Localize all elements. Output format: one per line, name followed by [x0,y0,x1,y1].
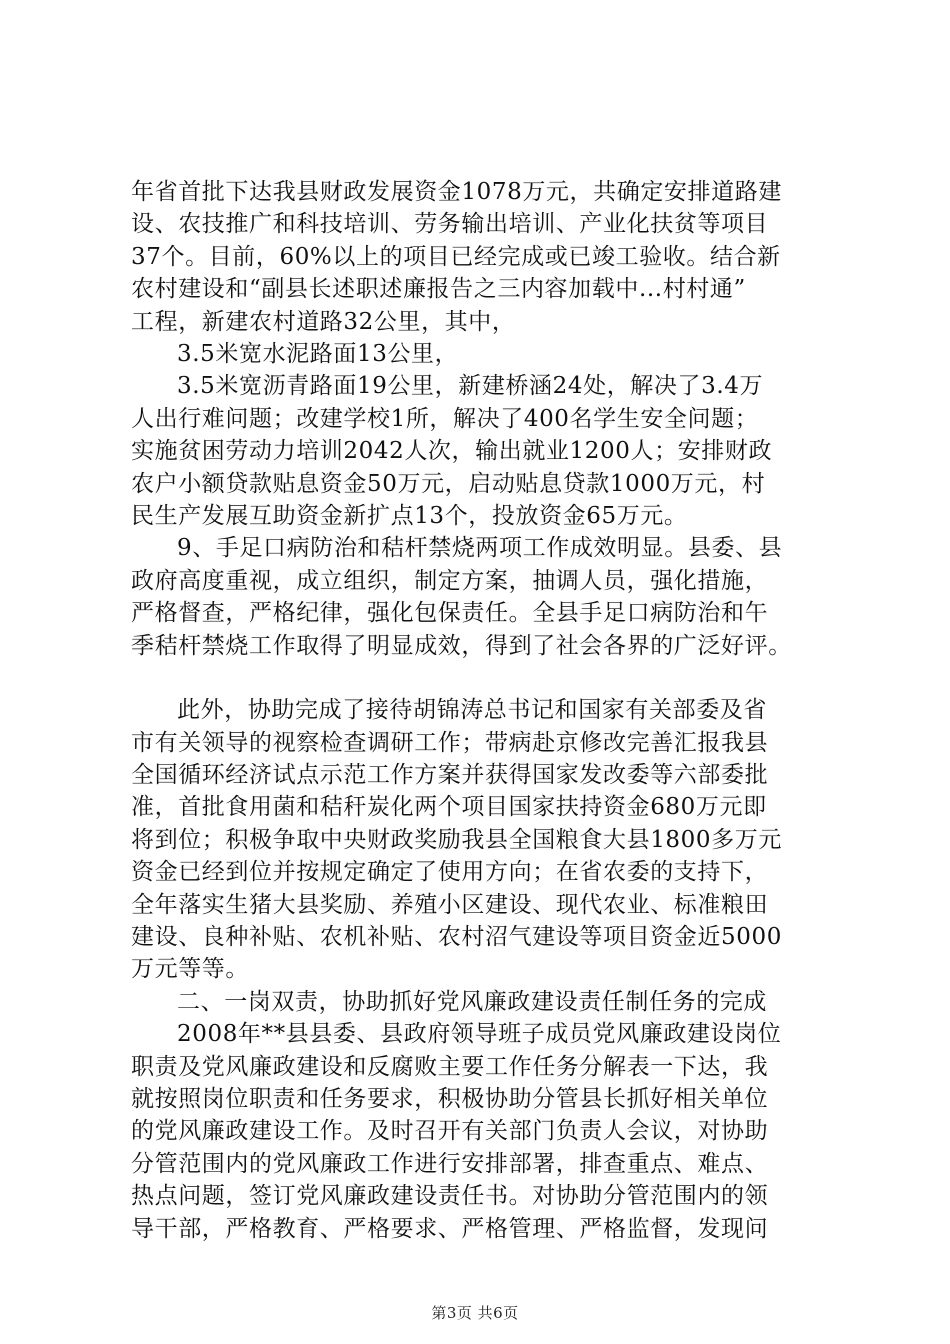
text-line: 的党风廉政建设工作。及时召开有关部门负责人会议，对协助 [131,1118,769,1145]
text-line: 职责及党风廉政建设和反腐败主要工作任务分解表一下达，我 [131,1053,769,1080]
text-line: 建设、良种补贴、农机补贴、农村沼气建设等项目资金近5000 [131,923,782,950]
text-line: 9、手足口病防治和秸杆禁烧两项工作成效明显。县委、县 [177,535,783,562]
text-line: 人出行难问题；改建学校1所，解决了400名学生安全问题； [131,405,759,432]
section-heading [131,986,843,1018]
paragraph-disease-prevention [131,532,843,662]
text-line: 导干部，严格教育、严格要求、严格管理、严格监督，发现问 [131,1215,769,1242]
text-line: 全年落实生猪大县奖励、养殖小区建设、现代农业、标准粮田 [131,891,769,918]
paragraph-asphalt-road [131,370,843,532]
text-line: 3.5米宽沥青路面19公里，新建桥涵24处，解决了3.4万 [177,373,764,400]
text-line: 热点问题，签订党风廉政建设责任书。对协助分管范围内的领 [131,1183,769,1210]
heading-line: 二、一岗双责，协助抓好党风廉政建设责任制任务的完成 [177,988,767,1015]
text-line: 农户小额贷款贴息资金50万元，启动贴息贷款1000万元，村 [131,470,766,497]
text-line: 工程，新建农村道路32公里，其中， [131,308,516,335]
text-line: 民生产发展互助资金新扩点13个，投放资金65万元。 [131,503,688,530]
paragraph-project-funds [131,176,843,338]
text-line: 此外，协助完成了接待胡锦涛总书记和国家有关部委及省 [177,697,767,724]
paragraph-party-conduct [131,1018,843,1245]
text-line: 37个。目前，60%以上的项目已经完成或已竣工验收。结合新 [131,243,781,270]
paragraph-cement-road [131,338,843,370]
text-line: 政府高度重视，成立组织，制定方案，抽调人员，强化措施， [131,567,769,594]
text-line: 严格督查，严格纪律，强化包保责任。全县手足口病防治和午 [131,600,769,627]
text-line: 分管范围内的党风廉政工作进行安排部署，排查重点、难点、 [131,1150,769,1177]
page-number: 第3页 共6页 [431,1304,519,1322]
paragraph-additional-work [131,694,843,986]
paragraph-gap [131,662,843,694]
text-line: 2008年**县县委、县政府领导班子成员党风廉政建设岗位 [177,1021,782,1048]
document-body [131,176,843,1245]
text-line: 农村建设和“副县长述职述廉报告之三内容加载中...村村通” [131,276,746,303]
text-line: 设、农技推广和科技培训、劳务输出培训、产业化扶贫等项目 [131,211,769,238]
text-line: 3.5米宽水泥路面13公里， [177,341,459,368]
text-line: 万元等等。 [131,956,249,983]
text-line: 全国循环经济试点示范工作方案并获得国家发改委等六部委批 [131,761,769,788]
text-line: 季秸杆禁烧工作取得了明显成效，得到了社会各界的广泛好评。 [131,632,792,659]
text-line: 年省首批下达我县财政发展资金1078万元，共确定安排道路建 [131,179,782,205]
text-line: 将到位；积极争取中央财政奖励我县全国粮食大县1800多万元 [131,826,782,853]
text-line: 就按照岗位职责和任务要求，积极协助分管县长抓好相关单位 [131,1085,769,1112]
text-line: 市有关领导的视察检查调研工作；带病赴京修改完善汇报我县 [131,729,769,756]
text-line: 准，首批食用菌和秸秆炭化两个项目国家扶持资金680万元即 [131,794,767,821]
text-line: 资金已经到位并按规定确定了使用方向；在省农委的支持下， [131,859,769,886]
text-line: 实施贫困劳动力培训2042人次，输出就业1200人；安排财政 [131,438,773,465]
